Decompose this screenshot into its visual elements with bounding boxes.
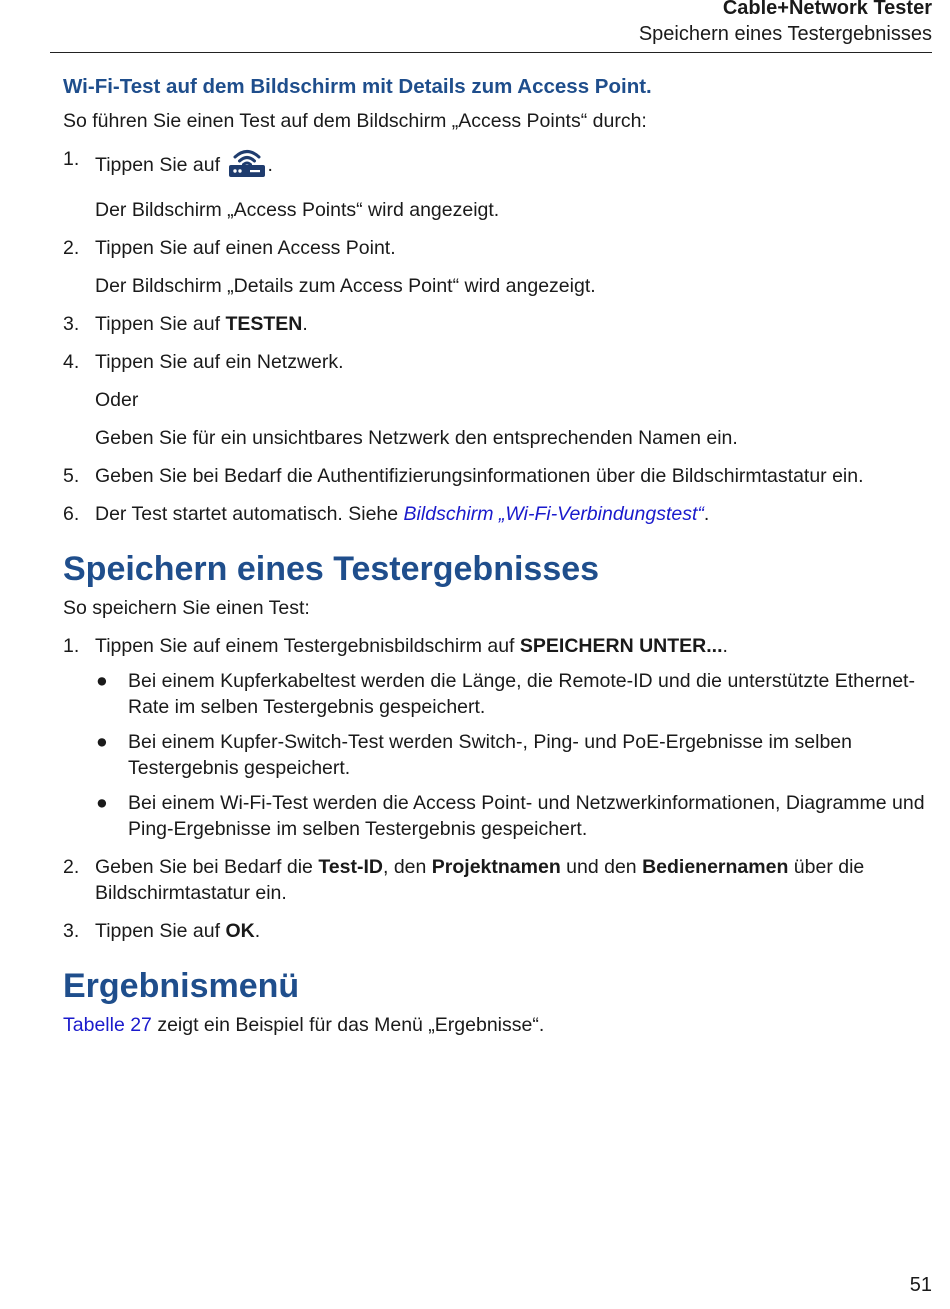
wifi-step-4-note: Geben Sie für ein unsichtbares Netzwerk den entsprechenden Namen ein. xyxy=(95,427,738,449)
save-step-1: 1. Tippen Sie auf einem Testergebnisbildschirm auf SPEICHERN UNTER.... xyxy=(63,635,728,657)
wifi-connection-test-link[interactable]: Bildschirm „Wi-Fi-Verbindungstest“ xyxy=(403,503,704,525)
header-subtitle: Speichern eines Testergebnisses xyxy=(638,23,932,45)
wifi-step-2-note: Der Bildschirm „Details zum Access Point“ wird angezeigt. xyxy=(95,275,596,297)
save-step-2: 2. Geben Sie bei Bedarf die Test-ID, den Projektnamen und den Bedienernamen über die Bildschirmtastatur ein. xyxy=(63,856,865,904)
bullet-icon: ● xyxy=(96,792,108,814)
wifi-test-heading: Wi-Fi-Test auf dem Bildschirm mit Details zum Access Point. xyxy=(63,75,652,98)
header-title: Cable+Network Tester xyxy=(722,0,932,19)
wifi-step-1-note: Der Bildschirm „Access Points“ wird angezeigt. xyxy=(95,199,500,221)
wifi-step-6: 6. Der Test startet automatisch. Siehe Bildschirm „Wi-Fi-Verbindungstest“. xyxy=(63,503,710,525)
bullet-icon: ● xyxy=(96,731,108,753)
wifi-step-5: 5. Geben Sie bei Bedarf die Authentifizierungsinformationen über die Bildschirmtastatur ein. xyxy=(63,465,864,487)
results-menu-text: Tabelle 27 zeigt ein Beispiel für das Menü „Ergebnisse“. xyxy=(63,1014,545,1036)
bullet-item: ● Bei einem Kupfer-Switch-Test werden Switch-, Ping- und PoE-Ergebnisse im selben Testergebnis gespeichert. xyxy=(96,731,852,779)
save-section-heading: Speichern eines Testergebnisses xyxy=(63,550,600,588)
bullet-icon: ● xyxy=(96,670,108,692)
table-27-link[interactable]: Tabelle 27 xyxy=(63,1014,152,1036)
wifi-step-1: 1. Tippen Sie auf . xyxy=(63,146,925,185)
wifi-step-3: 3. Tippen Sie auf TESTEN. xyxy=(63,313,308,335)
results-menu-heading: Ergebnismenü xyxy=(63,967,300,1005)
bullet-item: ● Bei einem Wi-Fi-Test werden die Access Point- und Netzwerkinformationen, Diagramme und Ping-Ergebnisse im selben Testergebnis gespeichert. xyxy=(96,792,925,840)
page-content xyxy=(63,74,925,1038)
save-intro: So speichern Sie einen Test: xyxy=(63,597,310,619)
wifi-router-icon xyxy=(228,146,266,185)
bullet-item: ● Bei einem Kupferkabeltest werden die Länge, die Remote-ID und die unterstützte Ethernet-Rate im selben Testergebnis gespeichert. xyxy=(96,670,915,718)
header-rule xyxy=(50,52,932,53)
wifi-step-4-or: Oder xyxy=(95,389,139,411)
wifi-step-2: 2. Tippen Sie auf einen Access Point. xyxy=(63,237,396,259)
wifi-step-4: 4. Tippen Sie auf ein Netzwerk. xyxy=(63,351,344,373)
save-step-3: 3. Tippen Sie auf OK. xyxy=(63,920,261,942)
page-number: 51 xyxy=(909,1274,932,1296)
wifi-intro: So führen Sie einen Test auf dem Bildschirm „Access Points“ durch: xyxy=(63,110,647,132)
